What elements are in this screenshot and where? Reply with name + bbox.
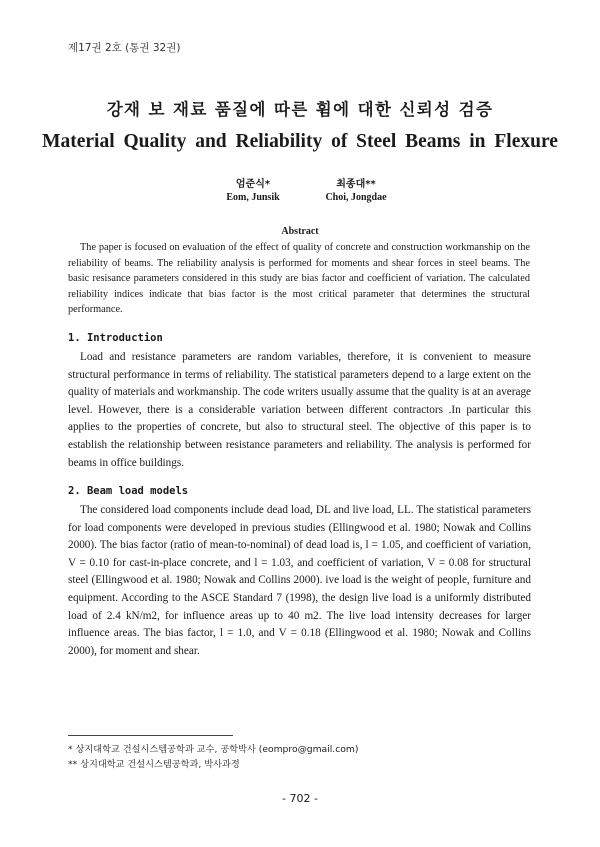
title-korean: 강재 보 재료 품질에 따른 휨에 대한 신뢰성 검증	[106, 100, 494, 119]
author-2	[296, 175, 416, 203]
page-number: - 702 -	[282, 792, 318, 805]
footnote-divider	[68, 735, 233, 736]
author-name-english: Eom, Junsik	[226, 192, 280, 203]
section-heading-introduction: 1. Introduction	[68, 332, 163, 344]
author-block	[0, 175, 600, 215]
section-text-introduction: Load and resistance parameters are random variables, therefore, it is convenient to measure structural performance in terms of reliability. The statistical parameters depend to a large extent on the quality of materials and workmanship. The code writers usually assume that the quality is at an average level. However, there is a considerable variation between different contractors .In particular this applies to the properties of concrete, but also to structural steel. The objective of this paper is to establish the relationship between resistance parameters and reliability. The analysis is performed for beams in office buildings.	[68, 351, 532, 469]
abstract-heading: Abstract	[281, 226, 319, 237]
author-name-english: Choi, Jongdae	[325, 192, 387, 203]
author-name-korean: 최종대**	[336, 179, 376, 190]
footnote-2: ** 상지대학교 건설시스템공학과, 박사과정	[68, 759, 240, 770]
title-english: Material Quality and Reliability of Steel Beams in Flexure	[42, 131, 558, 152]
footnote-1: * 상지대학교 건설시스템공학과 교수, 공학박사 (eompro@gmail.com)	[68, 744, 359, 755]
section-heading-beam-load-models: 2. Beam load models	[68, 485, 189, 497]
author-1	[193, 175, 313, 203]
running-header: 제17권 2호 (통권 32권)	[68, 42, 181, 54]
section-text-beam-load-models: The considered load components include dead load, DL and live load, LL. The statistical parameters for load components were developed in previous studies (Ellingwood et al. 1980; Nowak and Collins 2000). The bias factor (ratio of mean-to-nominal) of dead load is, l = 1.05, and coefficient of variation, V = 0.10 for cast-in-place concrete, and l = 1.03, and coefficient of variation, V = 0.08 for structural steel (Ellingwood et al. 1980; Nowak and Collins 2000). ive load is the weight of people, furniture and equipment. According to the ASCE Standard 7 (1998), the design live load is a uniformly distributed load of 2.4 kN/m2, for influence areas up to 40 m2. The live load intensity decreases for larger influence areas. The bias factor, l = 1.0, and V = 0.18 (Ellingwood et al. 1980; Nowak and Collins 2000), for moment and shear.	[68, 504, 531, 657]
abstract-text: The paper is focused on evaluation of the effect of quality of concrete and construction workmanship on the reliability of beams. The reliability analysis is performed for moments and shear forces in steel beams. The basic resisance parameters considered in this study are bias factor and coefficient of variation. The calculated reliability indices indicate that bias factor is the most critical parameter that determines the structural performance.	[68, 242, 530, 316]
author-name-korean: 엄준식*	[235, 179, 271, 190]
